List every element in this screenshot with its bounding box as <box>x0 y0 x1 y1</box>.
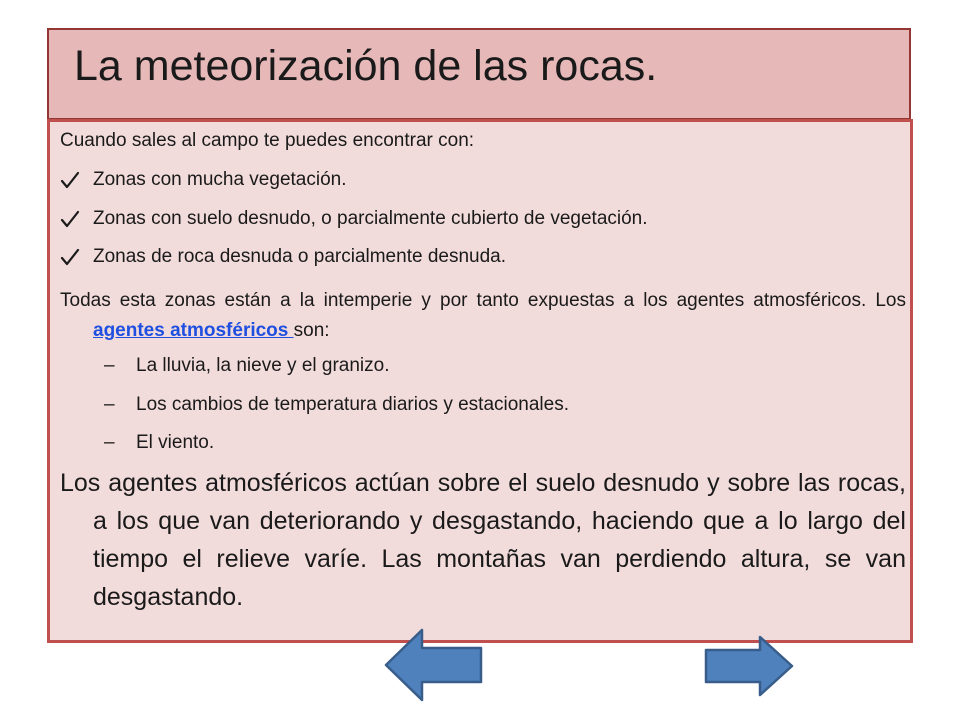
dash-list-item <box>104 354 884 382</box>
page-title: La meteorización de las rocas. <box>74 42 658 90</box>
intro-text: Cuando sales al campo te puedes encontrar con: <box>60 130 475 151</box>
check-list-item <box>60 207 900 235</box>
dash-item-text: La lluvia, la nieve y el granizo. <box>136 355 390 376</box>
dash-list-item <box>104 431 884 459</box>
check-item-text: Zonas con mucha vegetación. <box>93 169 347 190</box>
checkmark-icon <box>60 209 80 229</box>
dash-item-text: Los cambios de temperatura diarios y estacionales. <box>136 394 570 415</box>
dash-bullet-icon: – <box>104 432 115 453</box>
left-arrow-icon[interactable] <box>384 628 484 702</box>
checkmark-icon <box>60 170 80 190</box>
right-arrow-icon[interactable] <box>704 635 794 697</box>
paragraph-agents-text: Todas esta zonas están a la intemperie y por tanto expuestas a los agentes atmosféricos. Los <box>60 290 906 311</box>
dash-list-item <box>104 393 884 421</box>
check-list-item <box>60 168 900 196</box>
check-list-item <box>60 245 900 273</box>
dash-item-text: El viento. <box>136 432 215 453</box>
agentes-atmosfericos-link[interactable]: agentes atmosféricos <box>93 320 294 341</box>
paragraph-agents <box>60 286 906 346</box>
paragraph-agents-suffix: son: <box>293 320 330 341</box>
checkmark-icon <box>60 247 80 267</box>
dash-bullet-icon: – <box>104 355 115 376</box>
paragraph-conclusion: Los agentes atmosféricos actúan sobre el suelo desnudo y sobre las rocas, a los que van deteriorando y desgastando, haciendo que a lo largo del tiempo el relieve varíe. Las montañas van perdiendo altura, se van desgastando. <box>60 469 906 611</box>
check-item-text: Zonas con suelo desnudo, o parcialmente cubierto de vegetación. <box>93 208 648 229</box>
check-item-text: Zonas de roca desnuda o parcialmente desnuda. <box>93 246 506 267</box>
dash-bullet-icon: – <box>104 394 115 415</box>
